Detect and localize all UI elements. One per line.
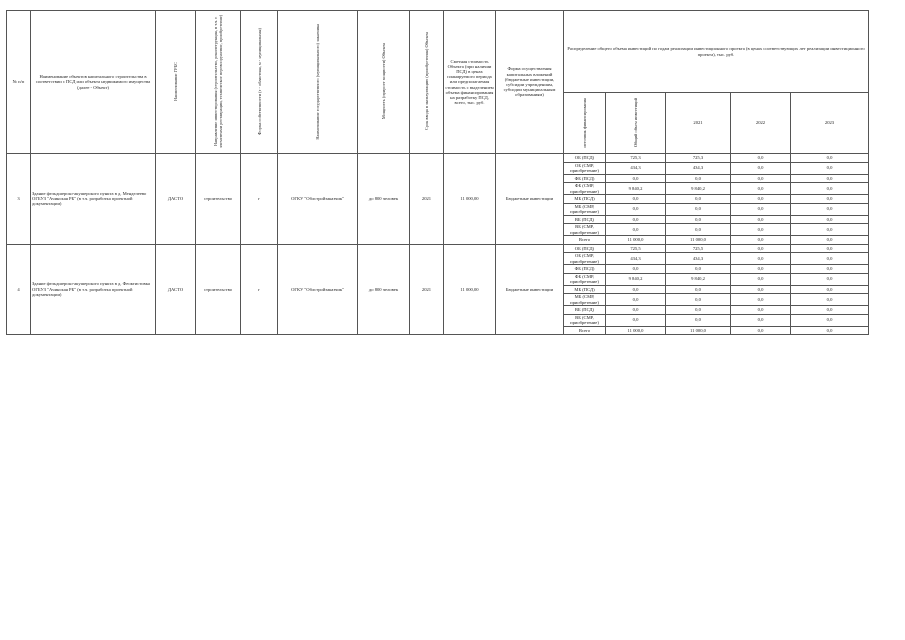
object-grbs: ДАСТО [156,154,196,245]
object-form: Бюджетные инвестиции [496,154,564,245]
year-2023-cell: 0,0 [791,224,869,236]
year-2021-cell: 11 000,0 [666,236,731,245]
object-name: Здание фельдшерско-акушерского пункта в д. Менделеево ОГБУЗ "Ачинская РБ" (в т.ч. разработка проектной документации) [31,154,156,245]
total-cell: 0,0 [606,215,666,224]
year-2023-cell: 0,0 [791,294,869,306]
header-ownership: Форма собственности (г - областная, м - муниципальная) [241,11,278,154]
source-cell: ОБ (ПСД) [564,244,606,253]
source-cell: МБ (ПСД) [564,195,606,204]
year-2021-cell: 725,5 [666,244,731,253]
header-term: Срок ввода в эксплуатацию (приобретения) Объекта [410,11,444,154]
header-source: источник финансирования [564,93,606,154]
year-2023-cell: 0,0 [791,203,869,215]
year-2021-cell: 9 840,2 [666,183,731,195]
year-2021-cell: 0,0 [666,285,731,294]
header-direction: Направление инвестирования (строительство, реконструкция, в т.ч. с элементами реставрации, техническое перевооружение, приобретение) [196,11,241,154]
source-cell: ВБ (СМР, приобретение) [564,224,606,236]
year-2021-cell: 0,0 [666,215,731,224]
year-2023-cell: 0,0 [791,253,869,265]
object-ownership: г [241,244,278,335]
year-2021-cell: 0,0 [666,174,731,183]
year-2023-cell: 0,0 [791,154,869,163]
year-2022-cell: 0,0 [731,224,791,236]
total-cell: 0,0 [606,314,666,326]
year-2021-cell: 0,0 [666,306,731,315]
source-cell: ФБ (ПСД) [564,265,606,274]
object-cost: 11 000,00 [444,244,496,335]
year-2023-cell: 0,0 [791,244,869,253]
total-cell: 9 840,2 [606,183,666,195]
year-2022-cell: 0,0 [731,326,791,335]
year-2023-cell: 0,0 [791,273,869,285]
year-2022-cell: 0,0 [731,244,791,253]
year-2022-cell: 0,0 [731,236,791,245]
total-cell: 725,3 [606,154,666,163]
header-distribution: Распределение общего объема инвестиций по годам реализации инвестиционного проекта (в ценах соответствующих лет реализации инвестиционного проекта), тыс. руб. [564,11,869,93]
year-2021-cell: 11 000,0 [666,326,731,335]
object-num: 4 [7,244,31,335]
total-cell: 11 000,0 [606,326,666,335]
year-2022-cell: 0,0 [731,203,791,215]
object-ownership: г [241,154,278,245]
total-cell: 434,3 [606,162,666,174]
year-2023-cell: 0,0 [791,183,869,195]
year-2021-cell: 0,0 [666,314,731,326]
source-cell: ФБ (ПСД) [564,174,606,183]
source-cell: ВБ (ПСД) [564,306,606,315]
year-2021-cell: 0,0 [666,224,731,236]
source-cell: ОБ (СМР, приобретение) [564,162,606,174]
header-object-name: Наименование объектов капитального строительства в соответствии с ПСД или объекта недвижимого имущества (далее - Объект) [31,11,156,154]
header-year-2023: 2023 [791,93,869,154]
total-cell: 0,0 [606,224,666,236]
header-form: Форма осуществления капитальных вложений (бюджетные инвестиции, субсидии учреждениям, субсидии муниципальным образованиям) [496,11,564,154]
year-2023-cell: 0,0 [791,285,869,294]
table-row [7,244,869,253]
year-2023-cell: 0,0 [791,195,869,204]
header-total-invest: Общий объем инвестиций [606,93,666,154]
source-cell: МБ (СМР, приобретение) [564,294,606,306]
source-cell: ФБ (СМР, приобретение) [564,273,606,285]
year-2022-cell: 0,0 [731,253,791,265]
source-cell: ОБ (ПСД) [564,154,606,163]
investment-table [6,10,869,335]
year-2023-cell: 0,0 [791,236,869,245]
year-2021-cell: 0,0 [666,294,731,306]
year-2022-cell: 0,0 [731,273,791,285]
source-cell: Всего [564,236,606,245]
object-customer: ОГКУ "Облстройзаказчик" [278,154,358,245]
object-name: Здание фельдшерско-акушерского пункта в д. Феоктистовка ОГБУЗ "Ачинская РБ" (в т.ч. разработка проектной документации) [31,244,156,335]
year-2022-cell: 0,0 [731,265,791,274]
object-capacity: до 800 человек [358,154,410,245]
header-customer: Наименование государственного (муниципального) заказчика [278,11,358,154]
year-2023-cell: 0,0 [791,326,869,335]
year-2021-cell: 0,0 [666,203,731,215]
source-cell: Всего [564,326,606,335]
object-form: Бюджетные инвестиции [496,244,564,335]
year-2022-cell: 0,0 [731,183,791,195]
year-2022-cell: 0,0 [731,162,791,174]
header-num: № п/п [7,11,31,154]
total-cell: 9 840,2 [606,273,666,285]
total-cell: 0,0 [606,265,666,274]
year-2021-cell: 9 840,2 [666,273,731,285]
year-2022-cell: 0,0 [731,195,791,204]
source-cell: ФБ (СМР, приобретение) [564,183,606,195]
year-2021-cell: 0,0 [666,265,731,274]
object-direction: строительство [196,244,241,335]
year-2022-cell: 0,0 [731,174,791,183]
object-customer: ОГКУ "Облстройзаказчик" [278,244,358,335]
year-2022-cell: 0,0 [731,215,791,224]
year-2023-cell: 0,0 [791,162,869,174]
object-term: 2021 [410,244,444,335]
year-2022-cell: 0,0 [731,154,791,163]
object-term: 2021 [410,154,444,245]
year-2023-cell: 0,0 [791,265,869,274]
header-cost: Сметная стоимость Объекта (при наличии ПСД) в ценах планируемого периода или предполагаемая стоимость с выделением объема финансирования на разработку ПСД, всего, тыс. руб. [444,11,496,154]
object-num: 3 [7,154,31,245]
object-grbs: ДАСТО [156,244,196,335]
total-cell: 725,5 [606,244,666,253]
header-year-2022: 2022 [731,93,791,154]
year-2022-cell: 0,0 [731,306,791,315]
year-2023-cell: 0,0 [791,314,869,326]
table-row [7,154,869,163]
object-capacity: до 800 человек [358,244,410,335]
year-2023-cell: 0,0 [791,174,869,183]
object-direction: строительство [196,154,241,245]
year-2022-cell: 0,0 [731,314,791,326]
total-cell: 11 000,0 [606,236,666,245]
source-cell: ВБ (СМР, приобретение) [564,314,606,326]
total-cell: 0,0 [606,294,666,306]
year-2022-cell: 0,0 [731,285,791,294]
year-2021-cell: 434,3 [666,253,731,265]
header-grbs: Наименование ГРБС [156,11,196,154]
year-2022-cell: 0,0 [731,294,791,306]
total-cell: 0,0 [606,306,666,315]
year-2021-cell: 0,0 [666,195,731,204]
header-capacity: Мощность (прирост мощности) Объекта [358,11,410,154]
source-cell: ОБ (СМР, приобретение) [564,253,606,265]
year-2021-cell: 725,3 [666,154,731,163]
year-2023-cell: 0,0 [791,215,869,224]
header-year-2021: 2021 [666,93,731,154]
year-2021-cell: 434,3 [666,162,731,174]
source-cell: МБ (ПСД) [564,285,606,294]
object-cost: 11 000,00 [444,154,496,245]
total-cell: 0,0 [606,195,666,204]
header-row [7,11,869,93]
year-2023-cell: 0,0 [791,306,869,315]
source-cell: МБ (СМР, приобретение) [564,203,606,215]
total-cell: 434,3 [606,253,666,265]
total-cell: 0,0 [606,174,666,183]
source-cell: ВБ (ПСД) [564,215,606,224]
total-cell: 0,0 [606,203,666,215]
total-cell: 0,0 [606,285,666,294]
